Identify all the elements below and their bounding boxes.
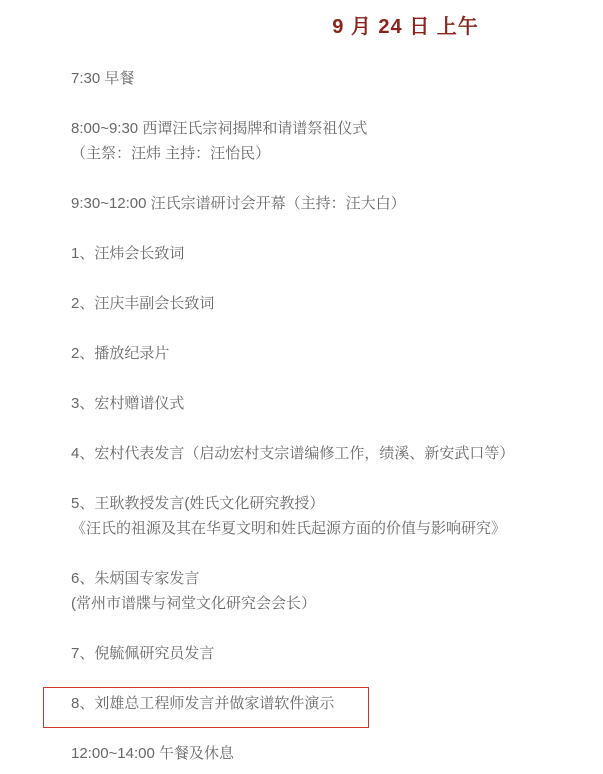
schedule-item-line: 《汪氏的祖源及其在华夏文明和姓氏起源方面的价值与影响研究》 [71,520,507,537]
schedule-item [71,441,603,466]
schedule-document [71,0,603,766]
schedule-item [71,641,603,666]
schedule-item-line: 8、刘雄总工程师发言并做家谱软件演示 [71,695,335,712]
schedule-item-line: 8:00~9:30 西谭汪氏宗祠揭牌和请谱祭祖仪式 [71,120,368,137]
schedule-item [71,391,603,416]
schedule-item-line: 9:30~12:00 汪氏宗谱研讨会开幕（主持：汪大白） [71,195,406,212]
schedule-item [71,566,603,616]
schedule-item-line: 7、倪毓佩研究员发言 [71,645,215,662]
schedule-item [71,341,603,366]
schedule-item [71,66,603,91]
schedule-item [71,191,603,216]
schedule-item-line: 6、朱炳国专家发言 [71,570,200,587]
schedule-item [71,116,603,166]
schedule-item-line: 2、汪庆丰副会长致词 [71,295,215,312]
schedule-item [71,691,603,716]
schedule-item-line: （主祭：汪炜 主持：汪怡民） [71,145,271,162]
schedule-item-line: 12:00~14:00 午餐及休息 [71,745,235,762]
schedule-item-line: 2、播放纪录片 [71,345,170,362]
schedule-item [71,491,603,541]
schedule-item-line: 5、王耿教授发言(姓氏文化研究教授） [71,495,325,512]
schedule-item-line: 4、宏村代表发言（启动宏村支宗谱编修工作，绩溪、新安武口等） [71,445,515,462]
schedule-item-line: 7:30 早餐 [71,70,135,87]
schedule-item [71,741,603,766]
schedule-list [71,66,603,766]
schedule-item-line: (常州市谱牒与祠堂文化研究会会长） [71,595,316,612]
schedule-item [71,241,603,266]
schedule-item [71,291,603,316]
page-title: 9 月 24 日 上午 [332,16,479,38]
schedule-item-line: 3、宏村赠谱仪式 [71,395,185,412]
schedule-item-line: 1、汪炜会长致词 [71,245,185,262]
